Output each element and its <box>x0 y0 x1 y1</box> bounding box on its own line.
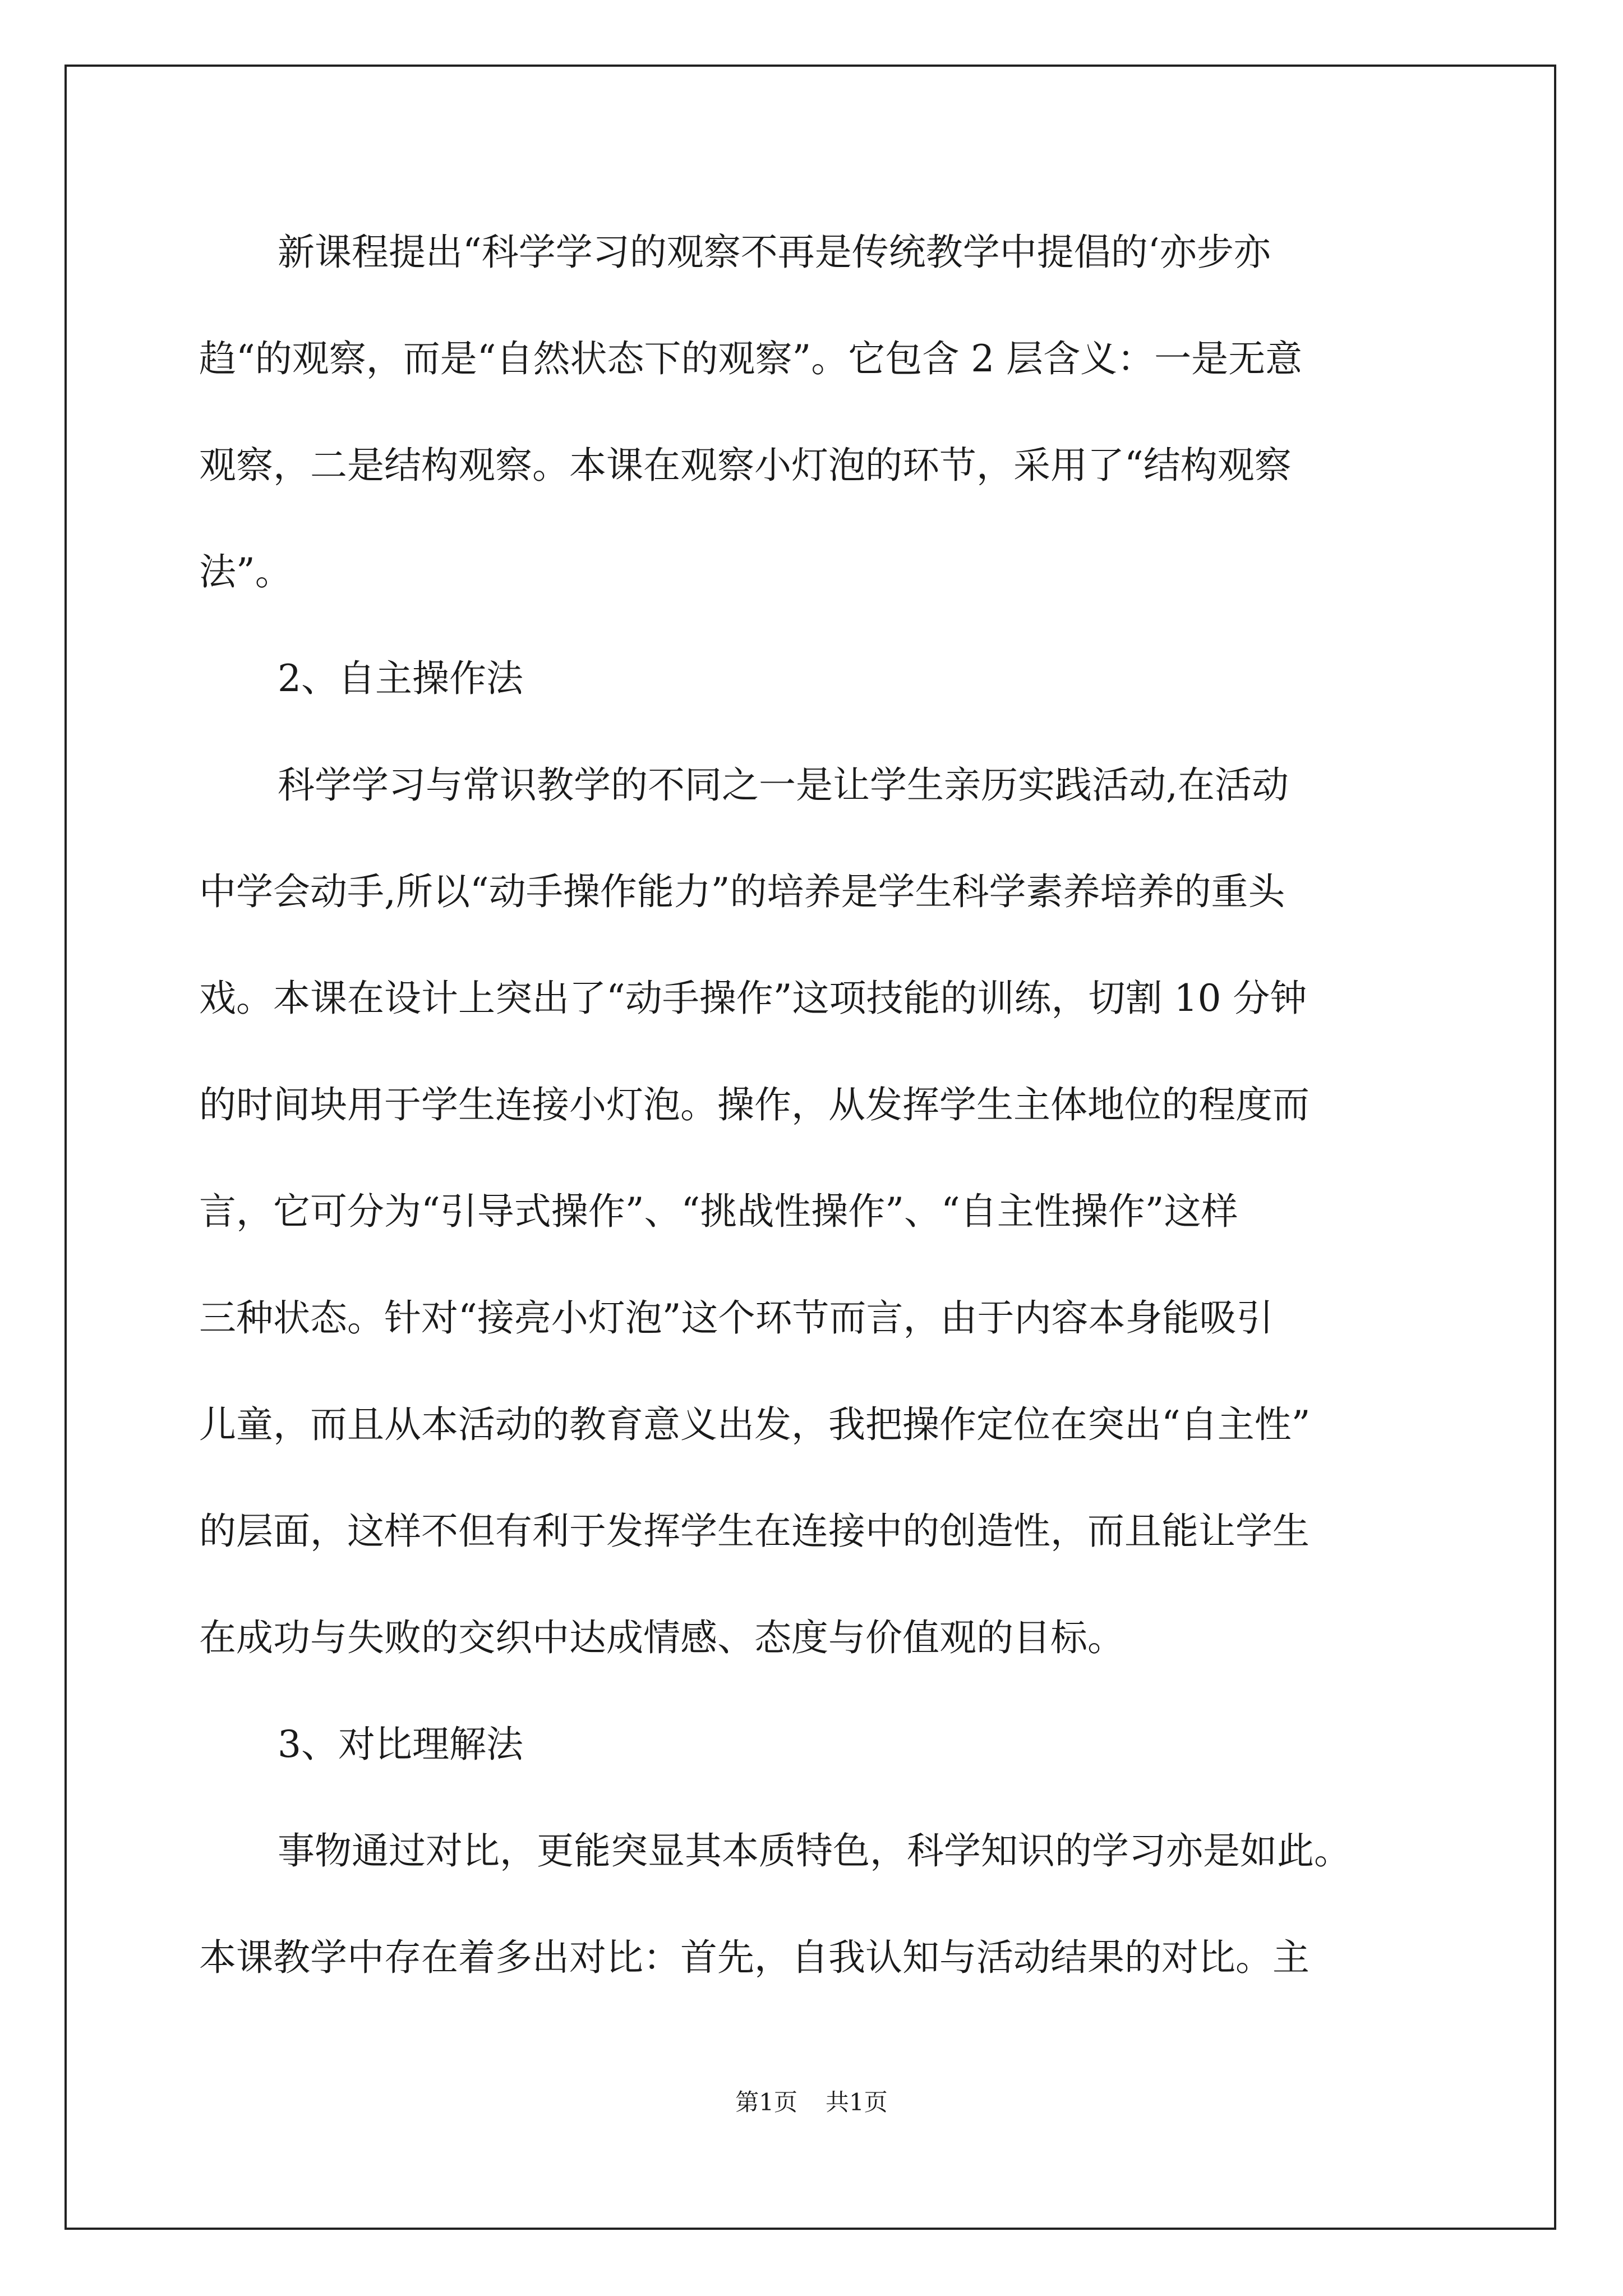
page-number: 第1页 <box>735 2088 797 2116</box>
text-line: 三种状态。针对“接亮小灯泡”这个环节而言，由于内容本身能吸引 <box>199 1296 1274 1340</box>
text-line: 事物通过对比，更能突显其本质特色，科学知识的学习亦是如此。 <box>278 1829 1351 1872</box>
section-heading: 2、自主操作法 <box>278 657 523 700</box>
document-body <box>199 199 1433 2011</box>
text-line: 科学学习与常识教学的不同之一是让学生亲历实践活动,在活动 <box>278 763 1289 807</box>
section-heading: 3、对比理解法 <box>278 1723 523 1766</box>
page-footer <box>0 2084 1623 2118</box>
text-line: 法”。 <box>199 550 292 593</box>
page-total: 共1页 <box>826 2088 888 2116</box>
text-line: 观察，二是结构观察。本课在观察小灯泡的环节，采用了“结构观察 <box>199 444 1292 487</box>
text-line: 的层面，这样不但有利于发挥学生在连接中的创造性，而且能让学生 <box>199 1510 1310 1553</box>
text-line: 中学会动手,所以“动手操作能力”的培养是学生科学素养培养的重头 <box>199 870 1285 913</box>
text-line: 趋“的观察，而是“自然状态下的观察”。它包含 2 层含义：一是无意 <box>199 337 1303 380</box>
text-line: 儿童，而且从本活动的教育意义出发，我把操作定位在突出“自主性” <box>199 1403 1311 1446</box>
text-line: 的时间块用于学生连接小灯泡。操作，从发挥学生主体地位的程度而 <box>199 1083 1310 1126</box>
text-line: 言，它可分为“引导式操作”、“挑战性操作”、“自主性操作”这样 <box>199 1190 1238 1233</box>
text-line: 本课教学中存在着多出对比：首先，自我认知与活动结果的对比。主 <box>199 1936 1310 1979</box>
text-line: 戏。本课在设计上突出了“动手操作”这项技能的训练，切割 10 分钟 <box>199 977 1307 1020</box>
text-line: 在成功与失败的交织中达成情感、态度与价值观的目标。 <box>199 1616 1124 1659</box>
text-line: 新课程提出“科学学习的观察不再是传统教学中提倡的‘亦步亦 <box>278 231 1271 274</box>
